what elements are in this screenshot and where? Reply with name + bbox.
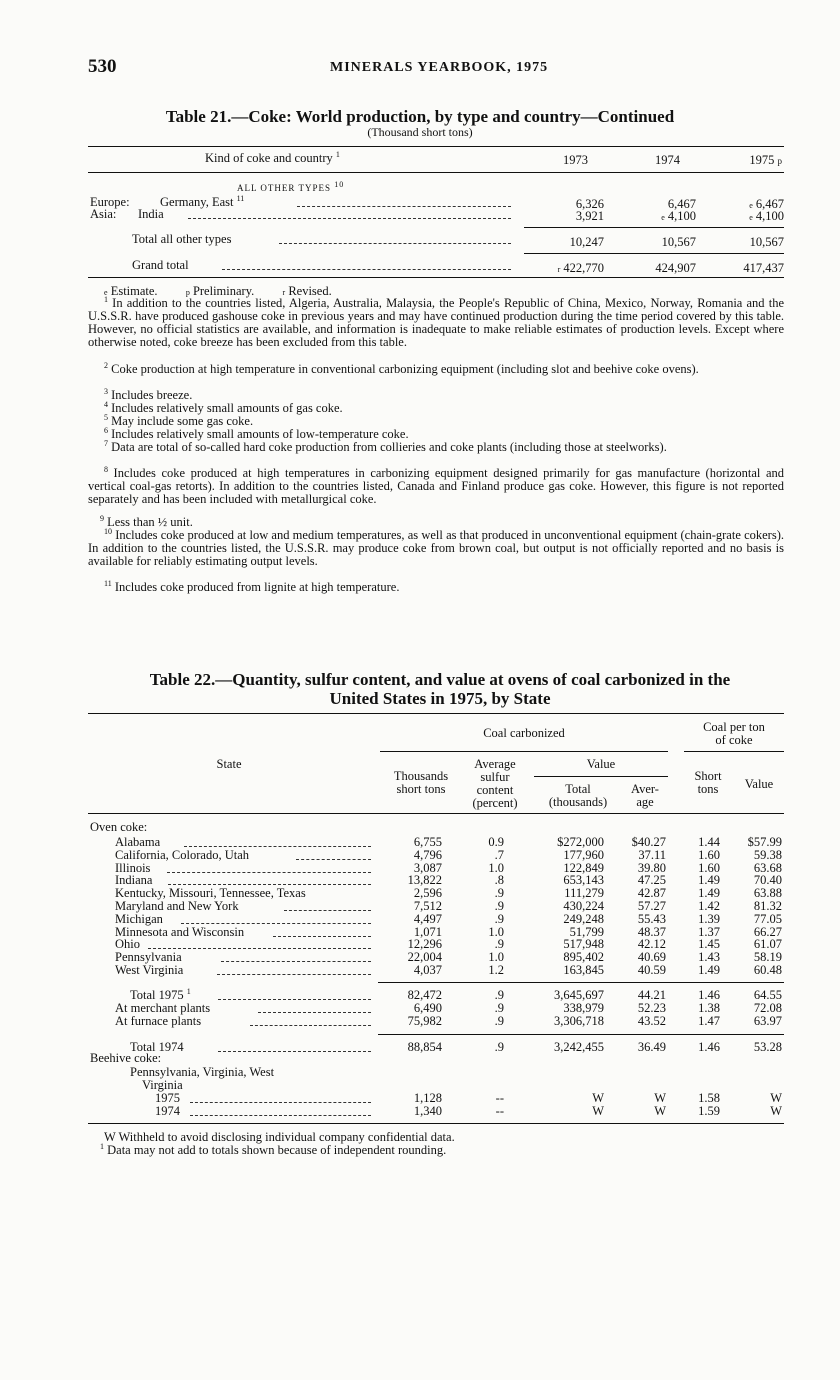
table21-value: 10,247	[569, 235, 604, 249]
table22-cell-short-tons: 1.60	[698, 847, 720, 862]
table21-value: 3,921	[575, 209, 604, 223]
table22-cell-sulfur: .9	[494, 1001, 504, 1015]
table22-cell-short-tons: 1.38	[698, 1001, 720, 1015]
table22-cell-short-tons: 1.46	[698, 1040, 720, 1054]
table22-cell-value: 53.28	[753, 1040, 782, 1054]
table22-row-label: 1974	[155, 1104, 180, 1118]
table22-cell-average: 52.23	[637, 1001, 666, 1015]
table22-cell-total: 122,849	[563, 860, 604, 875]
table22-cell-tons: 6,755	[413, 835, 442, 849]
table22-cell-tons: 13,822	[407, 873, 442, 888]
table21-year-head: 1975 p	[749, 153, 782, 167]
table22-cell-short-tons: 1.45	[698, 937, 720, 952]
leader-dots	[218, 999, 371, 1000]
table22-cell-sulfur: .9	[494, 911, 504, 926]
table22-cell-tons: 4,796	[413, 847, 442, 862]
table22-cell-value: 58.19	[753, 950, 782, 965]
table22-cell-short-tons: 1.44	[698, 835, 720, 849]
table22-row-label	[130, 988, 191, 1002]
table22-cell-short-tons: 1.39	[698, 911, 720, 926]
rule	[88, 813, 784, 814]
table21-subtitle: (Thousand short tons)	[367, 125, 473, 139]
table22-row-label: Pennsylvania	[115, 950, 182, 965]
table22-cell-total: 338,979	[563, 1001, 604, 1015]
leader-dots	[167, 872, 371, 873]
leader-dots	[218, 1051, 371, 1052]
table22-cell-value: 60.48	[753, 963, 782, 977]
rule	[88, 713, 784, 714]
table21-total-label: Total all other types	[132, 232, 232, 246]
table22-cell-value: 64.55	[753, 988, 782, 1002]
table22-row-label: Indiana	[115, 873, 153, 888]
table22-cell-value: 81.32	[753, 899, 782, 913]
table22-cell-sulfur: .9	[494, 899, 504, 913]
table22-cell-average: 40.69	[637, 950, 666, 965]
table22-cell-tons: 1,340	[413, 1104, 442, 1118]
table22-row-label: Michigan	[115, 911, 163, 926]
rule	[524, 227, 784, 228]
footnote: $^6$ Includes relatively small amounts of low-temperature coke.	[104, 425, 409, 441]
table22-cell-sulfur: .9	[494, 937, 504, 952]
table22-cell-tons: 6,490	[413, 1001, 442, 1015]
table22-cell-sulfur: .9	[494, 988, 504, 1002]
table22-cell-short-tons: 1.58	[698, 1091, 720, 1105]
table22-row-label: Minnesota and Wisconsin	[115, 924, 245, 939]
table22-cell-total: 3,306,718	[554, 1014, 604, 1028]
table22-head-short-tons: Short tons	[694, 769, 722, 796]
rule	[88, 1123, 784, 1124]
table22-cell-sulfur: .9	[494, 1040, 504, 1054]
row-label-sup: 1	[186, 986, 191, 996]
table22-cell-sulfur: 1.0	[488, 924, 504, 939]
table22-row-label: Maryland and New York	[115, 899, 239, 913]
leader-dots	[258, 1012, 371, 1013]
table22-row-label: At merchant plants	[115, 1001, 211, 1015]
table22-cell-average: 36.49	[637, 1040, 666, 1054]
table22-row-label: Ohio	[115, 937, 140, 952]
table22-head-value: Value	[586, 757, 616, 771]
table22-cell-average: $40.27	[631, 835, 666, 849]
leader-dots	[190, 1102, 371, 1103]
table22-cell-sulfur: .9	[494, 1014, 504, 1028]
footnote: $^1$ In addition to the countries listed, Algeria, Australia, Malaysia, the People's Republic of China, Mexico, Norway, Romania and the U.S.S.R. have produced gashouse coke in previous years and may have continued production during the time period covered by this table. However, no official statistics are available, and information is inadequate to make reliable estimates of production levels. Except where otherwise noted, coke breeze has been excluded from this table.	[88, 294, 784, 349]
leader-dots	[273, 936, 371, 937]
table22-cell-total: 3,645,697	[554, 988, 604, 1002]
table22-cell-average: 44.21	[637, 988, 666, 1002]
table22-cell-value: $57.99	[747, 835, 782, 849]
table22-cell-total: 163,845	[563, 963, 604, 977]
footnote: $^9$ Less than ½ unit.	[100, 513, 193, 529]
footnote-legend: e Estimate. p Preliminary. r Revised.	[104, 284, 332, 298]
table22-row-label: Illinois	[115, 860, 151, 875]
rule	[524, 253, 784, 254]
table21-grand-label: Grand total	[132, 258, 189, 272]
table22-cell-value: 70.40	[753, 873, 782, 888]
table22-cell-sulfur: 1.2	[488, 963, 504, 977]
table22-head-value2: Value	[744, 777, 774, 791]
table22-head-coal-per-ton: Coal per ton of coke	[703, 720, 765, 747]
rule	[378, 1034, 784, 1035]
footnote: $^3$ Includes breeze.	[104, 386, 193, 402]
table22-cell-tons: 7,512	[413, 899, 442, 913]
table22-cell-short-tons: 1.46	[698, 988, 720, 1002]
table22-row-label: Total 1974	[130, 1040, 184, 1054]
table22-cell-value: 61.07	[753, 937, 782, 952]
table22-row-label: West Virginia	[115, 963, 184, 977]
table22-cell-tons: 3,087	[413, 860, 442, 875]
table22-cell-sulfur: 1.0	[488, 950, 504, 965]
table22-cell-total: 653,143	[563, 873, 604, 888]
table22-cell-value: 72.08	[753, 1001, 782, 1015]
page-number: 530	[88, 56, 117, 77]
table22-cell-sulfur: --	[495, 1091, 504, 1105]
table22-cell-average: 57.27	[637, 899, 666, 913]
rule	[378, 982, 784, 983]
table22-row-label: 1975	[155, 1091, 180, 1105]
table21-row-region: Asia:	[90, 207, 117, 221]
table22-cell-total: 177,960	[563, 847, 604, 862]
table22-cell-short-tons: 1.59	[698, 1104, 720, 1118]
table22-cell-total: $272,000	[557, 835, 604, 849]
table22-row-label: Alabama	[115, 835, 161, 849]
table22-note-1: $^1$ Data may not add to totals shown because of independent rounding.	[100, 1141, 447, 1157]
table22-cell-average: W	[654, 1104, 666, 1118]
table22-cell-sulfur: 1.0	[488, 860, 504, 875]
leader-dots	[221, 961, 371, 962]
table21-value: e 4,100	[661, 209, 696, 223]
table22-cell-value: 77.05	[753, 911, 782, 926]
table21-col-head: Kind of coke and country $^1$	[205, 149, 340, 165]
table22-cell-average: 48.37	[637, 924, 666, 939]
table21-value: 417,437	[743, 261, 784, 275]
table22-cell-sulfur: --	[495, 1104, 504, 1118]
table22-cell-total: 517,948	[563, 937, 604, 952]
table21-value: 424,907	[655, 261, 696, 275]
table22-cell-value: W	[770, 1091, 782, 1105]
table22-oven-label: Oven coke:	[90, 820, 148, 834]
table22-cell-tons: 2,596	[413, 886, 442, 901]
table22-head-total: Total (thousands)	[548, 782, 608, 809]
table22-head-average: Aver- age	[631, 782, 659, 809]
leader-dots	[217, 974, 371, 975]
leader-dots	[297, 206, 511, 207]
table22-cell-value: W	[770, 1104, 782, 1118]
table22-cell-total: 249,248	[563, 911, 604, 926]
rule	[380, 751, 668, 752]
table22-cell-short-tons: 1.37	[698, 924, 720, 939]
table22-cell-tons: 82,472	[407, 988, 442, 1002]
table22-cell-value: 63.68	[753, 860, 782, 875]
running-head: MINERALS YEARBOOK, 1975	[330, 60, 549, 75]
table22-head-thousands: Thousands short tons	[393, 769, 449, 796]
table22-beehive-states: Virginia	[142, 1078, 183, 1092]
footnote: $^8$ Includes coke produced at high temperatures in carbonizing equipment designed primarily for gas manufacture (horizontal and vertical coal-gas retorts). In addition to the countries listed, Canada and Finland produce gas coke. However, this figure is not reported separately and has been included with metallurgical coke.	[88, 464, 784, 506]
table22-title-line2: United States in 1975, by State	[329, 689, 551, 708]
table22-cell-sulfur: .8	[494, 873, 504, 888]
leader-dots	[188, 218, 511, 219]
rule	[684, 751, 784, 752]
table22-cell-tons: 22,004	[407, 950, 442, 965]
table21-value: 6,467	[667, 197, 696, 211]
row-label-text: Total 1975	[130, 988, 184, 1002]
table22-cell-average: 47.25	[637, 873, 666, 888]
table22-cell-tons: 1,128	[413, 1091, 442, 1105]
table22-row-label: Kentucky, Missouri, Tennessee, Texas	[115, 886, 306, 901]
table22-cell-average: W	[654, 1091, 666, 1105]
table22-cell-total: W	[592, 1091, 604, 1105]
table21-title: Table 21.—Coke: World production, by type and country—Continued	[165, 107, 675, 126]
leader-dots	[279, 243, 511, 244]
footnote: $^{11}$ Includes coke produced from lignite at high temperature.	[104, 578, 400, 594]
rule	[88, 277, 784, 278]
table22-cell-total: 430,224	[563, 899, 604, 913]
leader-dots	[250, 1025, 371, 1026]
table22-cell-short-tons: 1.49	[698, 963, 720, 977]
table22-cell-sulfur: 0.9	[488, 835, 504, 849]
table22-head-coal-carbonized: Coal carbonized	[483, 726, 565, 740]
table22-cell-tons: 88,854	[407, 1040, 442, 1054]
table22-row-label: California, Colorado, Utah	[115, 847, 249, 862]
footnote: $^2$ Coke production at high temperature in conventional carbonizing equipment (including slot and beehive coke ovens).	[104, 360, 699, 376]
leader-dots	[296, 859, 371, 860]
table22-cell-average: 37.11	[638, 847, 666, 862]
table22-cell-total: 895,402	[563, 950, 604, 965]
table21-value: 6,326	[575, 197, 604, 211]
table22-cell-sulfur: .9	[494, 886, 504, 901]
table22-cell-value: 63.88	[753, 886, 782, 901]
table22-cell-value: 66.27	[753, 924, 782, 939]
table21-year-head: 1974	[655, 153, 680, 167]
table22-cell-total: 3,242,455	[554, 1040, 604, 1054]
table22-cell-tons: 4,037	[413, 963, 442, 977]
table22-cell-total: 51,799	[569, 924, 604, 939]
table22-cell-short-tons: 1.43	[698, 950, 720, 965]
table22-cell-average: 42.87	[637, 886, 666, 901]
table22-cell-tons: 4,497	[413, 911, 442, 926]
table21-section-head: ALL OTHER TYPES $^{10}$	[237, 180, 345, 193]
rule	[88, 172, 784, 173]
table22-cell-average: 39.80	[637, 860, 666, 875]
table22-note-w: W Withheld to avoid disclosing individual company confidential data.	[104, 1130, 455, 1144]
table22-cell-value: 63.97	[753, 1014, 782, 1028]
table22-cell-tons: 12,296	[407, 937, 442, 952]
table22-cell-sulfur: .7	[494, 847, 504, 862]
table21-value: r 422,770	[557, 261, 604, 275]
table22-cell-short-tons: 1.49	[698, 873, 720, 888]
table22-cell-short-tons: 1.49	[698, 886, 720, 901]
footnote: $^7$ Data are total of so-called hard coke production from collieries and coke plants (including those at steelworks).	[104, 438, 667, 454]
table22-cell-short-tons: 1.47	[698, 1014, 720, 1028]
table22-cell-tons: 1,071	[413, 924, 442, 939]
table21-row-region: Europe:	[90, 195, 130, 209]
table21-year-head: 1973	[563, 153, 588, 167]
table22-cell-short-tons: 1.42	[698, 899, 720, 913]
leader-dots	[284, 910, 371, 911]
table22-cell-average: 55.43	[637, 911, 666, 926]
footnote: $^4$ Includes relatively small amounts of gas coke.	[104, 399, 343, 415]
table21-value: e 6,467	[749, 197, 784, 211]
footnote: $^{10}$ Includes coke produced at low and medium temperatures, as well as that produced in unconventional equipment (chain-grate cokers). In addition to the countries listed, the U.S.S.R. may produce coke from brown coal, but output is not officially reported and no basis is available for reliably estimating output levels.	[88, 526, 784, 568]
table22-head-sulfur: Average sulfur content (percent)	[472, 757, 518, 810]
table22-head-state: State	[216, 757, 242, 771]
table22-cell-value: 59.38	[753, 847, 782, 862]
leader-dots	[190, 1115, 371, 1116]
table22-beehive-label: Beehive coke:	[90, 1051, 162, 1065]
rule	[88, 146, 784, 147]
table22-cell-average: 42.12	[637, 937, 666, 952]
table22-cell-total: 111,279	[564, 886, 604, 901]
leader-dots	[222, 269, 511, 270]
rule	[534, 776, 668, 777]
table22-cell-average: 40.59	[637, 963, 666, 977]
table22-title-line1: Table 22.—Quantity, sulfur content, and value at ovens of coal carbonized in the	[149, 670, 731, 689]
table22-cell-tons: 75,982	[407, 1014, 442, 1028]
table21-value: 10,567	[749, 235, 784, 249]
table22-cell-average: 43.52	[637, 1014, 666, 1028]
table22-cell-short-tons: 1.60	[698, 860, 720, 875]
table22-cell-total: W	[592, 1104, 604, 1118]
table22-row-label: At furnace plants	[115, 1014, 202, 1028]
table21-row-country: Germany, East $^{11}$	[160, 193, 245, 209]
table21-value: e 4,100	[749, 209, 784, 223]
table22-beehive-states: Pennsylvania, Virginia, West	[130, 1065, 275, 1079]
footnote: $^5$ May include some gas coke.	[104, 412, 254, 428]
table21-row-country: India	[138, 207, 164, 221]
table21-value: 10,567	[661, 235, 696, 249]
